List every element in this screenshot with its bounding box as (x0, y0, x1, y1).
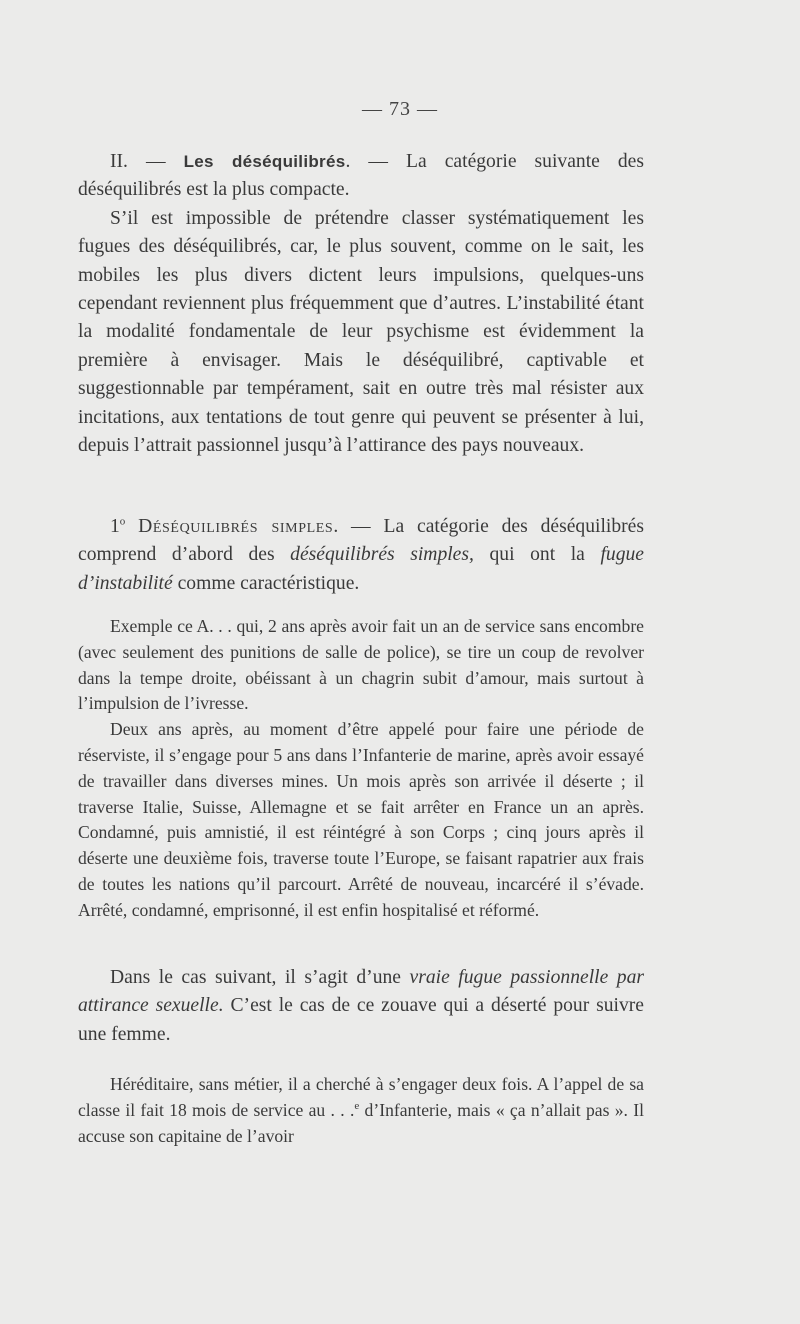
example-case-a (78, 614, 644, 924)
subsection-paragraph (78, 513, 644, 598)
subsection-heading: Déséquilibrés simples (138, 516, 334, 537)
subsection-intro-b: qui ont la (473, 544, 601, 566)
subsection-degree: o (119, 515, 126, 528)
page-number: — 73 — (362, 98, 438, 120)
section-heading-rest: . — La catégorie suivante des déséquilibrés est la plus compacte. (78, 151, 645, 201)
section-numeral: II. — (110, 151, 184, 172)
zouave-text-b: C’est le cas de ce zouave qui a déserté pour suivre une femme. (78, 995, 644, 1045)
section-heading: Les déséquilibrés (183, 152, 346, 171)
subsection-intro-a: . — La catégorie des déséquilibrés comprend d’abord des (78, 516, 644, 566)
example-paragraph-2: Deux ans après, au moment d’être appelé pour faire une période de réserviste, il s’engage pour 5 ans dans l’Infanterie de marine, après avoir essayé de travailler dans diverses mines. Un mois après son arrivée il déserte ; il traverse Italie, Suisse, Allemagne et se fait arrêter en France un an après. Condamné, puis amnistié, il est réintégré à son Corps ; cinq jours après il déserte une deuxième fois, traverse toute l’Europe, se faisant rapatrier aux frais de toutes les nations qu’il parcourt. Arrêté de nouveau, incarcéré il s’évade. Arrêté, condamné, emprisonné, il est enfin hospitalisé et réformé. (78, 719, 644, 920)
example-paragraph-1: Exemple ce A. . . qui, 2 ans après avoir fait un an de service sans encombre (avec seulement des punitions de salle de police), se tire un coup de revolver dans la tempe droite, obéissant à un chagrin subit d’amour, mais surtout à l’impulsion de l’ivresse. (78, 616, 644, 714)
section-heading-paragraph (78, 148, 644, 205)
hereditary-paragraph (78, 1072, 644, 1149)
subsection-italic-simples: déséquilibrés simples, (290, 544, 474, 566)
zouave-paragraph (78, 964, 644, 1049)
subsection-number: 1 (110, 516, 120, 537)
section-body-paragraph: S’il est impossible de prétendre classer systématiquement les fugues des déséquilibrés, car, le plus souvent, comme on le sait, les mobiles les plus divers dictent leurs impulsions, quelques-uns cependant reviennent plus fréquemment que d’autres. L’instabilité étant la modalité fondamentale de leur psychisme est évidemment la première à envisager. Mais le déséquilibré, captivable et suggestionnable par tempérament, sait en outre très mal résister aux incitations, aux tentations de tout genre qui peuvent se présenter à lui, depuis l’attrait passionnel jusqu’à l’attirance des pays nouveaux. (78, 207, 644, 457)
zouave-text-a: Dans le cas suivant, il s’agit d’une (110, 967, 410, 988)
case-zouave (78, 964, 644, 1049)
case-hereditary (78, 1072, 644, 1149)
hereditary-sup: e (354, 1099, 360, 1112)
hereditary-text-b: d’Infanterie, mais « ça n’allait pas ». Il accuse son capitaine de l’avoir (78, 1099, 645, 1146)
subsection-italic-fugue: fugue d’instabilité (78, 544, 644, 594)
subsection-intro-c: comme caractéristique. (172, 572, 360, 594)
hereditary-text-a: Héréditaire, sans métier, il a cherché à s’engager deux fois. A l’appel de sa classe il fait 18 mois de service au . . . (78, 1074, 644, 1120)
subsection-simples (78, 513, 644, 598)
zouave-italic: vraie fugue passionnelle par attirance sexuelle. (78, 967, 645, 1017)
section-deséquilibres (78, 148, 644, 460)
